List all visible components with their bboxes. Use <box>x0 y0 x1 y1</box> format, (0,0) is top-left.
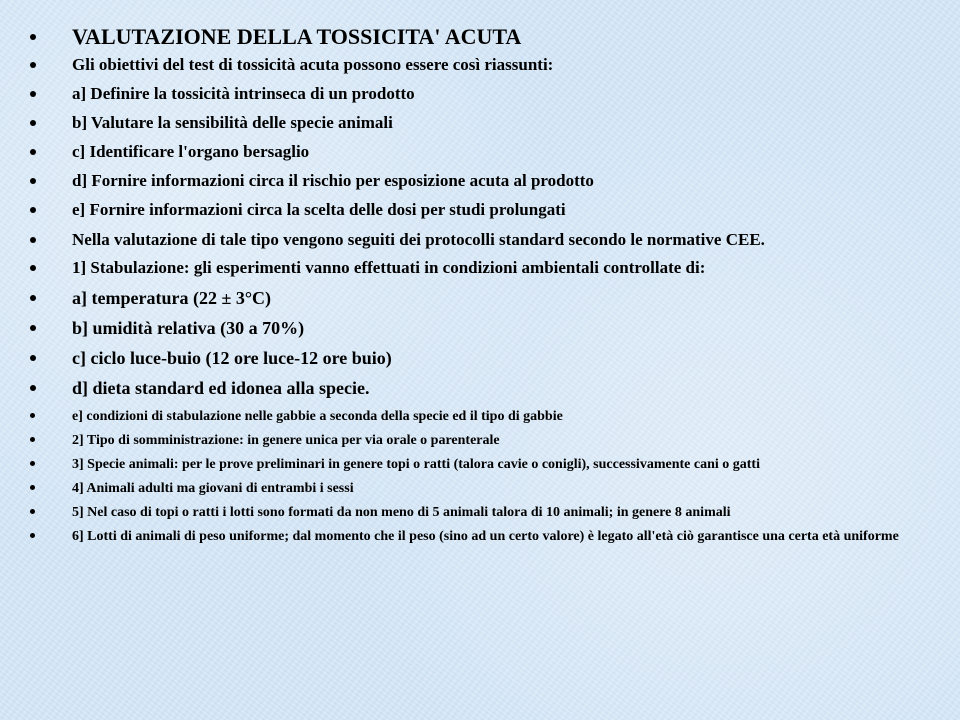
list-item-text: 4] Animali adulti ma giovani di entrambi i sessi <box>72 481 354 496</box>
list-item-text: Gli obiettivi del test di tossicità acuta possono essere così riassunti: <box>72 55 554 74</box>
list-item <box>30 113 910 133</box>
list-item-text: a] temperatura (22 ± 3°C) <box>72 288 272 308</box>
bullet-icon <box>30 413 35 418</box>
list-item-text: d] dieta standard ed idonea alla specie. <box>72 378 370 398</box>
bullet-icon <box>30 120 36 126</box>
bullet-icon <box>30 437 35 442</box>
list-item-text: c] ciclo luce-buio (12 ore luce-12 ore buio) <box>72 348 392 368</box>
list-item <box>30 142 910 162</box>
list-item-text: d] Fornire informazioni circa il rischio per esposizione acuta al prodotto <box>72 171 594 190</box>
bullet-icon <box>30 385 36 391</box>
slide-title: VALUTAZIONE DELLA TOSSICITA' ACUTA <box>72 24 522 49</box>
list-item-text: b] umidità relativa (30 a 70%) <box>72 318 305 338</box>
list-item <box>30 347 910 369</box>
list-item-text: b] Valutare la sensibilità delle specie animali <box>72 113 393 132</box>
list-item-text: e] Fornire informazioni circa la scelta delle dosi per studi prolungati <box>72 200 566 219</box>
list-item <box>30 407 910 426</box>
bullet-icon <box>30 355 36 361</box>
list-item <box>30 503 910 522</box>
list-item <box>30 287 910 309</box>
list-item <box>30 527 910 546</box>
bullet-icon <box>30 265 36 271</box>
bullet-list <box>30 24 910 551</box>
list-item <box>30 455 910 474</box>
bullet-icon <box>30 509 35 514</box>
list-item <box>30 258 910 278</box>
list-item-text: 3] Specie animali: per le prove preliminari in genere topi o ratti (talora cavie o conigli), successivamente cani o gatti <box>72 457 760 472</box>
list-item <box>30 317 910 339</box>
list-item <box>30 171 910 191</box>
list-item-text: 2] Tipo di somministrazione: in genere unica per via orale o parenterale <box>72 433 500 448</box>
list-item <box>30 24 910 50</box>
list-item <box>30 55 910 75</box>
bullet-icon <box>30 149 36 155</box>
list-item-text: a] Definire la tossicità intrinseca di un prodotto <box>72 84 415 103</box>
bullet-icon <box>30 485 35 490</box>
list-item <box>30 377 910 399</box>
list-item <box>30 479 910 498</box>
list-item-text: c] Identificare l'organo bersaglio <box>72 142 310 161</box>
bullet-icon <box>30 178 36 184</box>
list-item-text: 5] Nel caso di topi o ratti i lotti sono formati da non meno di 5 animali talora di 10 animali; in genere 8 animali <box>72 505 731 520</box>
bullet-icon <box>30 62 36 68</box>
list-item <box>30 84 910 104</box>
bullet-icon <box>30 207 36 213</box>
list-item <box>30 200 910 220</box>
bullet-icon <box>30 533 35 538</box>
bullet-icon <box>30 34 36 40</box>
list-item <box>30 229 910 251</box>
bullet-icon <box>30 461 35 466</box>
list-item <box>30 431 910 450</box>
bullet-icon <box>30 325 36 331</box>
list-item-text: 1] Stabulazione: gli esperimenti vanno effettuati in condizioni ambientali controllate di: <box>72 258 706 277</box>
list-item-text: Nella valutazione di tale tipo vengono seguiti dei protocolli standard secondo le normative CEE. <box>72 230 765 249</box>
bullet-icon <box>30 237 36 243</box>
bullet-icon <box>30 91 36 97</box>
list-item-text: 6] Lotti di animali di peso uniforme; dal momento che il peso (sino ad un certo valore) è legato all'età ciò garantisce una certa età uniforme <box>72 529 899 544</box>
bullet-icon <box>30 295 36 301</box>
list-item-text: e] condizioni di stabulazione nelle gabbie a seconda della specie ed il tipo di gabbie <box>72 409 563 424</box>
